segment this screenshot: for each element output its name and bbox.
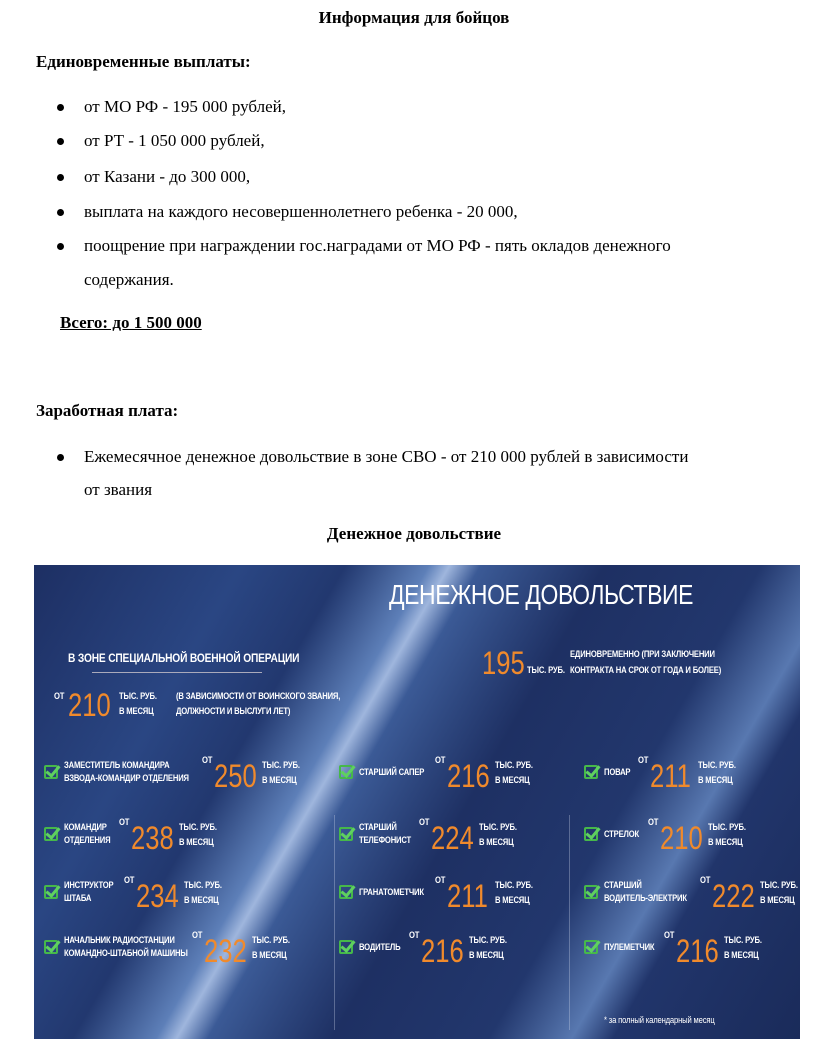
unit-label: ТЫС. РУБ.: [494, 880, 533, 890]
unit-label: В МЕСЯЦ: [479, 837, 514, 847]
position-name: СТАРШИЙ САПЕР: [359, 767, 425, 777]
salary-value: 210: [660, 820, 704, 856]
position-name: ВОДИТЕЛЬ: [359, 942, 401, 952]
position-name: ТЕЛЕФОНИСТ: [359, 835, 412, 845]
checkbox-icon: [339, 827, 353, 841]
position-name: КОМАНДНО-ШТАБНОЙ МАШИНЫ: [64, 948, 188, 958]
position-item: [339, 755, 589, 805]
position-item: [44, 817, 294, 867]
bullet-icon: [57, 243, 64, 250]
salary-value: 238: [130, 820, 174, 856]
list-item: выплата на каждого несовершеннолетнего ребенка - 20 000,: [84, 202, 518, 221]
from-label: ОТ: [648, 817, 659, 827]
unit-label: ТЫС. РУБ.: [468, 935, 507, 945]
image-caption: Денежное довольствие: [326, 524, 502, 543]
position-name: КОМАНДИР: [64, 822, 107, 832]
salary-value: 216: [676, 933, 719, 969]
unit-label: В МЕСЯЦ: [184, 895, 219, 905]
note-text: (В ЗАВИСИМОСТИ ОТ ВОИНСКОГО ЗВАНИЯ,: [176, 691, 341, 701]
bullet-icon: [57, 209, 64, 216]
divider: [92, 672, 262, 673]
unit-label: ТЫС. РУБ.: [262, 760, 300, 770]
from-label: ОТ: [408, 930, 419, 940]
unit-label: ТЫС. РУБ.: [760, 880, 799, 890]
infographic-title: ДЕНЕЖНОЕ ДОВОЛЬСТВИЕ: [389, 579, 694, 610]
checkbox-icon: [339, 885, 353, 899]
salary-value: 234: [136, 878, 179, 914]
checkbox-icon: [584, 827, 598, 841]
from-label: ОТ: [124, 875, 135, 885]
note-text: ДОЛЖНОСТИ И ВЫСЛУГИ ЛЕТ): [176, 706, 291, 716]
position-item: [44, 875, 294, 925]
salary-value: 216: [420, 933, 464, 969]
salary-infographic: [34, 565, 800, 1039]
checkbox-icon: [44, 885, 58, 899]
document-title: Информация для бойцов: [318, 8, 510, 27]
position-name: ВОДИТЕЛЬ-ЭЛЕКТРИК: [604, 893, 687, 903]
unit-label: ТЫС. РУБ.: [494, 760, 533, 770]
unit-label: ТЫС. РУБ.: [527, 665, 565, 675]
unit-label: В МЕСЯЦ: [251, 950, 287, 960]
unit-label: ТЫС. РУБ.: [184, 880, 222, 890]
checkbox-icon: [339, 940, 353, 954]
from-label: ОТ: [419, 817, 430, 827]
list-item: от РТ - 1 050 000 рублей,: [84, 131, 265, 150]
position-name: СТАРШИЙ: [359, 822, 397, 832]
bullet-icon: [57, 104, 64, 111]
unit-label: В МЕСЯЦ: [262, 775, 297, 785]
from-label: ОТ: [700, 875, 711, 885]
unit-label: В МЕСЯЦ: [698, 775, 733, 785]
unit-label: ТЫС. РУБ.: [251, 935, 290, 945]
unit-label: ТЫС. РУБ.: [698, 760, 736, 770]
checkbox-icon: [584, 885, 598, 899]
unit-label: В МЕСЯЦ: [178, 837, 214, 847]
list-item-continuation: от звания: [84, 480, 153, 499]
from-label: ОТ: [54, 691, 65, 701]
unit-label: В МЕСЯЦ: [468, 950, 504, 960]
footnote: * за полный календарный месяц: [604, 1015, 715, 1025]
unit-label: ТЫС. РУБ.: [178, 822, 217, 832]
from-label: ОТ: [191, 930, 202, 940]
list-item-continuation: содержания.: [84, 270, 174, 289]
unit-label: В МЕСЯЦ: [760, 895, 795, 905]
position-item: [584, 875, 800, 925]
unit-label: В МЕСЯЦ: [494, 775, 530, 785]
position-name: СТАРШИЙ: [604, 880, 642, 890]
salary-value: 211: [446, 878, 488, 914]
unit-label: В МЕСЯЦ: [494, 895, 530, 905]
from-label: ОТ: [434, 755, 445, 765]
note-text: ЕДИНОВРЕМЕННО (ПРИ ЗАКЛЮЧЕНИИ: [570, 649, 715, 659]
position-item: [44, 755, 300, 805]
lump-sum-value: 195: [482, 645, 525, 681]
salary-value: 232: [203, 933, 247, 969]
unit-label: В МЕСЯЦ: [708, 837, 743, 847]
checkbox-icon: [44, 765, 58, 779]
position-item: [44, 930, 294, 980]
list-item: от МО РФ - 195 000 рублей,: [84, 97, 287, 116]
position-name: ЗАМЕСТИТЕЛЬ КОМАНДИРА: [64, 760, 170, 770]
position-name: НАЧАЛЬНИК РАДИОСТАНЦИИ: [64, 935, 175, 945]
position-name: ПОВАР: [604, 767, 631, 777]
unit-label: В МЕСЯЦ: [724, 950, 759, 960]
list-item: Ежемесячное денежное довольствие в зоне СВО - от 210 000 рублей в зависимости: [84, 447, 689, 466]
checkbox-icon: [584, 940, 598, 954]
position-name: ВЗВОДА-КОМАНДИР ОТДЕЛЕНИЯ: [64, 773, 189, 783]
total-text: Всего: до 1 500 000: [60, 313, 202, 332]
from-label: ОТ: [118, 817, 130, 827]
position-name: ОТДЕЛЕНИЯ: [64, 835, 111, 845]
unit-label: ТЫС. РУБ.: [708, 822, 747, 832]
checkbox-icon: [584, 765, 598, 779]
bullet-icon: [57, 138, 64, 145]
salary-value: 222: [712, 878, 756, 914]
checkbox-icon: [44, 940, 58, 954]
position-name: ГРАНАТОМЕТЧИК: [359, 887, 424, 897]
note-text: КОНТРАКТА НА СРОК ОТ ГОДА И БОЛЕЕ): [570, 665, 722, 675]
bullet-icon: [57, 454, 64, 461]
unit-label: ТЫС. РУБ.: [479, 822, 517, 832]
salary-value: 216: [446, 758, 490, 794]
position-item: [584, 817, 800, 867]
checkbox-icon: [44, 827, 58, 841]
position-item: [584, 930, 800, 980]
from-label: ОТ: [202, 755, 213, 765]
zone-heading: В ЗОНЕ СПЕЦИАЛЬНОЙ ВОЕННОЙ ОПЕРАЦИИ: [68, 651, 300, 665]
salary-value: 250: [214, 758, 257, 794]
position-name: ШТАБА: [64, 893, 92, 903]
from-label: ОТ: [664, 930, 675, 940]
salary-heading: Заработная плата:: [36, 401, 179, 420]
base-salary-value: 210: [68, 687, 111, 723]
position-item: [584, 755, 800, 805]
position-name: ИНСТРУКТОР: [64, 880, 114, 890]
position-name: СТРЕЛОК: [604, 829, 640, 839]
position-item: [339, 875, 589, 925]
list-item: от Казани - до 300 000,: [84, 167, 251, 186]
list-item: поощрение при награждении гос.наградами от МО РФ - пять окладов денежного: [84, 236, 671, 255]
bullet-icon: [57, 174, 64, 181]
from-label: ОТ: [638, 755, 649, 765]
salary-value: 224: [431, 820, 474, 856]
unit-label: ТЫС. РУБ.: [119, 691, 157, 701]
checkbox-icon: [339, 765, 353, 779]
from-label: ОТ: [434, 875, 445, 885]
position-item: [339, 817, 589, 867]
unit-label: В МЕСЯЦ: [119, 706, 154, 716]
salary-value: 211: [650, 758, 691, 794]
position-item: [339, 930, 589, 980]
one-time-heading: Единовременные выплаты:: [36, 52, 251, 71]
unit-label: ТЫС. РУБ.: [724, 935, 762, 945]
position-name: ПУЛЕМЕТЧИК: [604, 942, 655, 952]
